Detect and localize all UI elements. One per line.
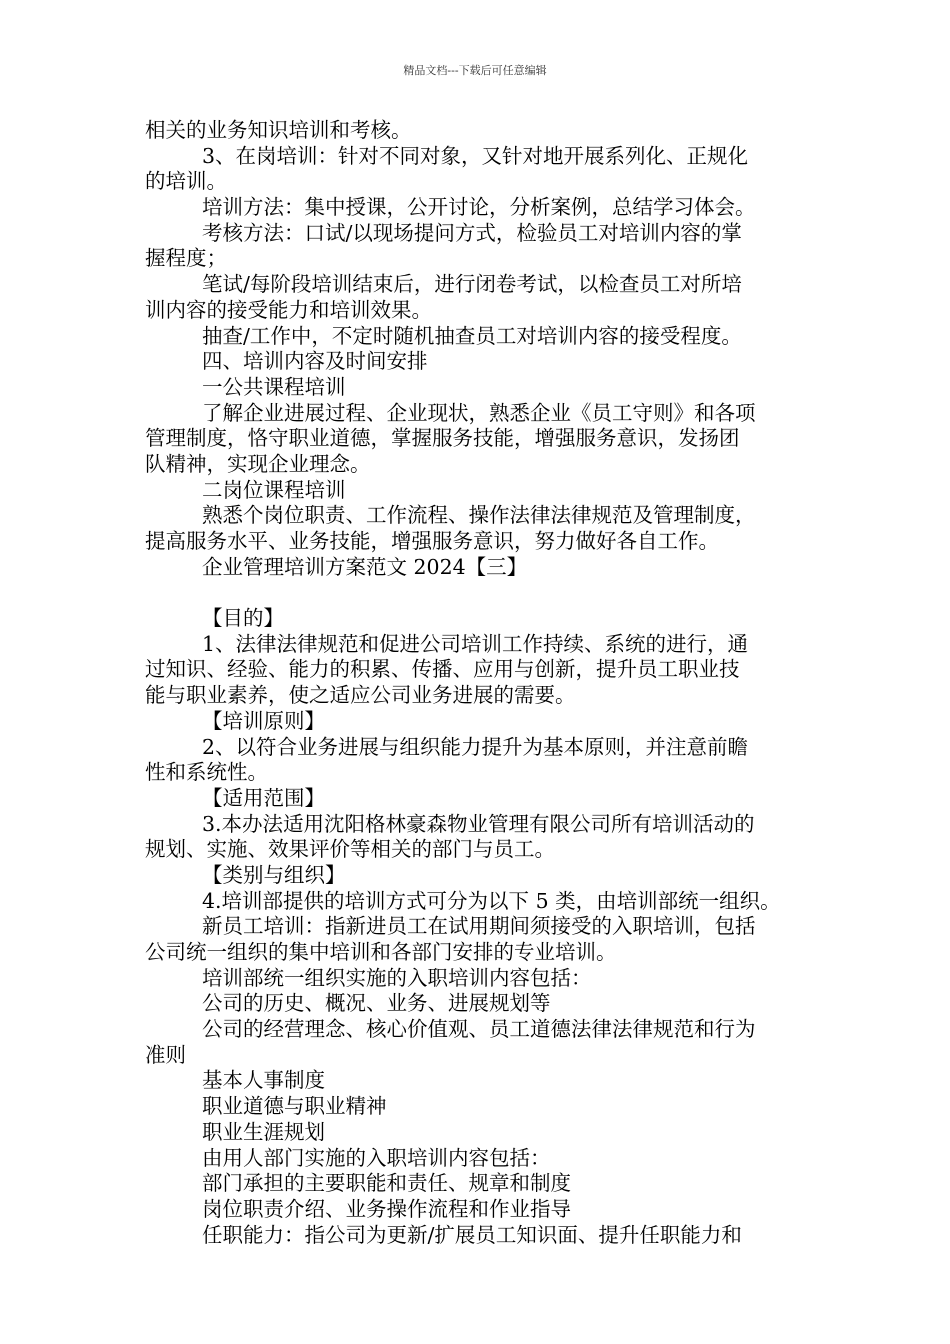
text-line: 基本人事制度 — [202, 1068, 325, 1093]
text-line: 职业道德与职业精神 — [202, 1094, 387, 1119]
text-line: 企业管理培训方案范文 2024【三】 — [202, 554, 528, 579]
text-line: 熟悉个岗位职责、工作流程、操作法律法律规范及管理制度， — [202, 503, 756, 528]
text-line: 管理制度，恪守职业道德，掌握服务技能，增强服务意识，发扬团 — [145, 426, 740, 451]
text-line: 部门承担的主要职能和责任、规章和制度 — [202, 1171, 571, 1196]
text-line: 笔试/每阶段培训结束后，进行闭卷考试，以检查员工对所培 — [202, 272, 742, 297]
text-line: 握程度； — [145, 246, 227, 271]
text-line: 了解企业进展过程、企业现状，熟悉企业《员工守则》和各项 — [202, 400, 756, 425]
text-line: 由用人部门实施的入职培训内容包括： — [202, 1145, 551, 1170]
text-line: 职业生涯规划 — [202, 1119, 325, 1144]
text-line: 的培训。 — [145, 169, 227, 194]
text-line: 准则 — [145, 1042, 186, 1067]
page-header: 精品文档---下载后可任意编辑 — [403, 64, 547, 77]
text-line: 二岗位课程培训 — [202, 477, 346, 502]
text-line: 规划、实施、效果评价等相关的部门与员工。 — [145, 837, 555, 862]
text-line: 相关的业务知识培训和考核。 — [145, 118, 412, 142]
text-line: 4.培训部提供的培训方式可分为以下 5 类，由培训部统一组织。 — [202, 888, 781, 913]
text-line: 【类别与组织】 — [202, 862, 346, 887]
text-line: 任职能力：指公司为更新/扩展员工知识面、提升任职能力和 — [202, 1222, 742, 1247]
text-line: 一公共课程培训 — [202, 374, 346, 399]
text-line: 【培训原则】 — [202, 708, 325, 733]
text-line: 3、在岗培训：针对不同对象，又针对地开展系列化、正规化 — [202, 143, 749, 168]
text-line: 公司的历史、概况、业务、进展规划等 — [202, 991, 551, 1016]
text-line: 公司的经营理念、核心价值观、员工道德法律法律规范和行为 — [202, 1017, 756, 1042]
text-line: 四、培训内容及时间安排 — [202, 349, 428, 374]
text-line: 培训方法：集中授课，公开讨论，分析案例，总结学习体会。 — [202, 195, 756, 220]
text-line: 训内容的接受能力和培训效果。 — [145, 297, 432, 322]
text-line: 公司统一组织的集中培训和各部门安排的专业培训。 — [145, 940, 617, 964]
blank-line — [145, 580, 825, 606]
text-line: 能与职业素养，使之适应公司业务进展的需要。 — [145, 683, 576, 708]
text-line: 队精神，实现企业理念。 — [145, 451, 371, 476]
text-line: 【目的】 — [202, 606, 284, 631]
text-line: 2、以符合业务进展与组织能力提升为基本原则，并注意前瞻 — [202, 734, 749, 759]
text-line: 岗位职责介绍、业务操作流程和作业指导 — [202, 1196, 571, 1221]
text-line: 新员工培训：指新进员工在试用期间须接受的入职培训，包括 — [202, 914, 756, 939]
text-line: 【适用范围】 — [202, 785, 325, 810]
text-line: 培训部统一组织实施的入职培训内容包括： — [202, 965, 592, 990]
text-line: 3.本办法适用沈阳格林豪森物业管理有限公司所有培训活动的 — [202, 811, 755, 836]
text-line: 抽查/工作中，不定时随机抽查员工对培训内容的接受程度。 — [202, 323, 742, 348]
text-line: 提高服务水平、业务技能，增强服务意识，努力做好各自工作。 — [145, 529, 719, 553]
document-body — [145, 118, 825, 1248]
text-line: 1、法律法律规范和促进公司培训工作持续、系统的进行，通 — [202, 631, 749, 656]
text-line: 过知识、经验、能力的积累、传播、应用与创新，提升员工职业技 — [145, 657, 740, 682]
text-line: 考核方法：口试/以现场提问方式，检验员工对培训内容的掌 — [202, 220, 742, 245]
text-line: 性和系统性。 — [145, 760, 268, 785]
